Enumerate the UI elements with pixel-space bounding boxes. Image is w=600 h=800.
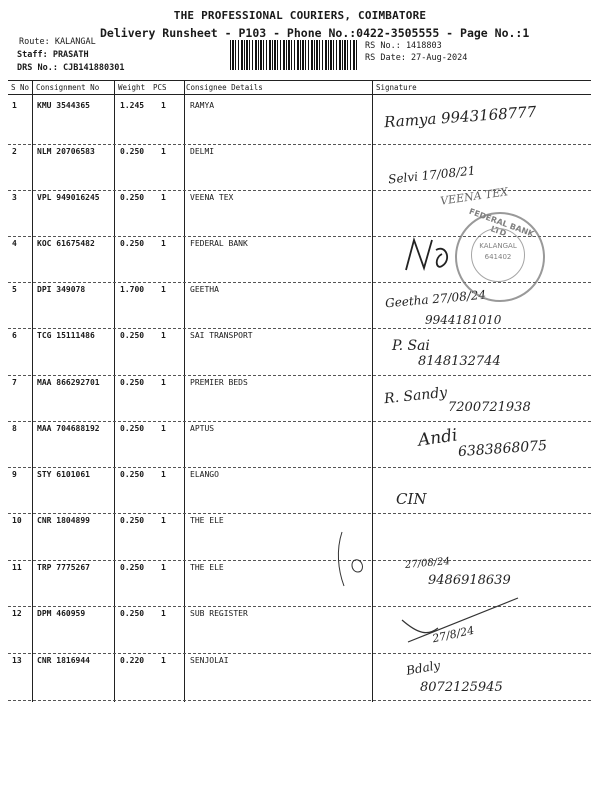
row-weight: 1.700	[120, 285, 145, 294]
row-weight: 0.250	[120, 331, 145, 340]
row-consignment: NLM 20706583	[37, 147, 95, 156]
table-row	[0, 329, 600, 375]
row-consignee: SAI TRANSPORT	[190, 331, 253, 340]
drs-label: DRS No.: CJB141880301	[17, 63, 125, 73]
page-title: THE PROFESSIONAL COURIERS, COIMBATORE	[173, 9, 427, 22]
row-sno: 11	[12, 563, 22, 572]
row-consignment: DPI 349078	[37, 285, 86, 294]
row-pcs: 1	[161, 378, 166, 387]
signature-row-11-phone: 9486918639	[428, 573, 511, 588]
row-sno: 2	[12, 147, 17, 156]
row-consignment: CNR 1804899	[37, 516, 90, 525]
bank-stamp	[455, 206, 545, 302]
signature-row-2: Selvi 17/08/21	[387, 163, 476, 187]
scribble-mark	[330, 530, 390, 590]
row-consignee: RAMYA	[190, 101, 215, 110]
signature-row-12: 27/8/24	[431, 623, 476, 646]
row-sno: 3	[12, 193, 17, 202]
row-weight: 0.220	[120, 656, 145, 665]
row-consignment: MAA 704688192	[37, 424, 100, 433]
rs-number: RS No.: 1418803	[365, 41, 442, 51]
signature-row-7-phone: 7200721938	[448, 400, 531, 415]
row-consignment: TCG 15111486	[37, 331, 95, 340]
row-consignee: GEETHA	[190, 285, 219, 294]
col-header-weight: Weight	[118, 83, 146, 92]
row-pcs: 1	[161, 147, 166, 156]
runsheet-subtitle: Delivery Runsheet - P103 - Phone No.:0422-3505555 - Page No.:1	[100, 26, 530, 40]
col-header-consignment: Consignment No	[36, 83, 100, 92]
row-sno: 10	[12, 516, 22, 525]
row-weight: 0.250	[120, 239, 145, 248]
col-header-consignee: Consignee Details	[186, 83, 263, 92]
row-pcs: 1	[161, 516, 166, 525]
signature-row-5-phone: 9944181010	[425, 313, 502, 327]
row-weight: 0.250	[120, 609, 145, 618]
row-weight: 0.250	[120, 378, 145, 387]
row-sno: 5	[12, 285, 17, 294]
row-sno: 9	[12, 470, 17, 479]
row-pcs: 1	[161, 101, 166, 110]
col-header-sno: S No	[11, 83, 30, 92]
barcode	[230, 40, 357, 70]
signature-row-6-phone: 8148132744	[418, 354, 501, 369]
col-header-signature: Signature	[376, 83, 417, 92]
row-consignee: FEDERAL BANK	[190, 239, 248, 248]
route-label: Route: KALANGAL	[19, 37, 96, 47]
signature-row-13-name: Bdaly	[405, 658, 442, 678]
staff-label: Staff: PRASATH	[17, 50, 89, 60]
table-row	[0, 514, 600, 560]
table-row	[0, 145, 600, 191]
row-consignee: DELMI	[190, 147, 215, 156]
table-top-border	[8, 80, 591, 81]
signature-row-8-phone: 6383868075	[457, 437, 548, 461]
table-header-border	[8, 94, 591, 95]
row-consignment: KOC 61675482	[37, 239, 95, 248]
row-weight: 0.250	[120, 516, 145, 525]
stamp-ring-text: FEDERAL BANK LTD	[467, 206, 536, 239]
row-sno: 1	[12, 101, 17, 110]
row-consignment: CNR 1816944	[37, 656, 90, 665]
rs-date: RS Date: 27-Aug-2024	[365, 53, 468, 63]
table-row	[0, 376, 600, 422]
row-consignee: ELANGO	[190, 470, 219, 479]
row-consignment: MAA 866292701	[37, 378, 100, 387]
row-pcs: 1	[161, 609, 166, 618]
table-row	[0, 654, 600, 700]
row-pcs: 1	[161, 563, 166, 572]
row-weight: 0.250	[120, 147, 145, 156]
row-weight: 0.250	[120, 563, 145, 572]
row-consignment: STY 6101061	[37, 470, 90, 479]
row-pcs: 1	[161, 239, 166, 248]
row-consignee: THE ELE	[190, 563, 224, 572]
row-pcs: 1	[161, 470, 166, 479]
row-consignment: DPM 460959	[37, 609, 86, 618]
row-sno: 13	[12, 656, 22, 665]
row-weight: 0.250	[120, 470, 145, 479]
signature-row-9: CIN	[396, 490, 427, 508]
row-pcs: 1	[161, 331, 166, 340]
row-pcs: 1	[161, 424, 166, 433]
col-header-pcs: PCS	[153, 83, 167, 92]
signature-row-6-name: P. Sai	[392, 338, 430, 354]
stamp-center-line1: KALANGAL	[479, 242, 517, 250]
row-consignment: KMU 3544365	[37, 101, 90, 110]
signature-row-1: Ramya 9943168777	[383, 102, 537, 132]
row-sno: 7	[12, 378, 17, 387]
row-pcs: 1	[161, 285, 166, 294]
row-sno: 12	[12, 609, 22, 618]
stamp-center	[471, 228, 525, 282]
row-consignee: PREMIER BEDS	[190, 378, 248, 387]
row-sno: 4	[12, 239, 17, 248]
row-consignee: SENJOLAI	[190, 656, 229, 665]
row-sno: 8	[12, 424, 17, 433]
pen-stroke	[398, 590, 528, 650]
row-pcs: 1	[161, 193, 166, 202]
row-consignee: SUB REGISTER	[190, 609, 248, 618]
signature-row-13-phone: 8072125945	[420, 680, 503, 695]
stamp-center-line2: 641402	[484, 253, 512, 261]
row-weight: 1.245	[120, 101, 145, 110]
signature-row-3: VEENA TEX	[439, 185, 509, 208]
row-sno: 6	[12, 331, 17, 340]
row-separator	[8, 700, 591, 701]
signature-row-4-scribble	[402, 230, 462, 280]
row-consignment: VPL 949016245	[37, 193, 100, 202]
signature-row-7-name: R. Sandy	[383, 384, 448, 408]
signature-row-11-date: 27/08/24	[404, 556, 451, 571]
row-pcs: 1	[161, 656, 166, 665]
table-row	[0, 468, 600, 514]
signature-row-8-name: Andi	[416, 425, 459, 451]
row-consignee: VEENA TEX	[190, 193, 234, 202]
row-consignment: TRP 7775267	[37, 563, 90, 572]
row-weight: 0.250	[120, 193, 145, 202]
row-consignee: THE ELE	[190, 516, 224, 525]
signature-row-5-name: Geetha 27/08/24	[384, 287, 487, 311]
row-consignee: APTUS	[190, 424, 215, 433]
row-weight: 0.250	[120, 424, 145, 433]
